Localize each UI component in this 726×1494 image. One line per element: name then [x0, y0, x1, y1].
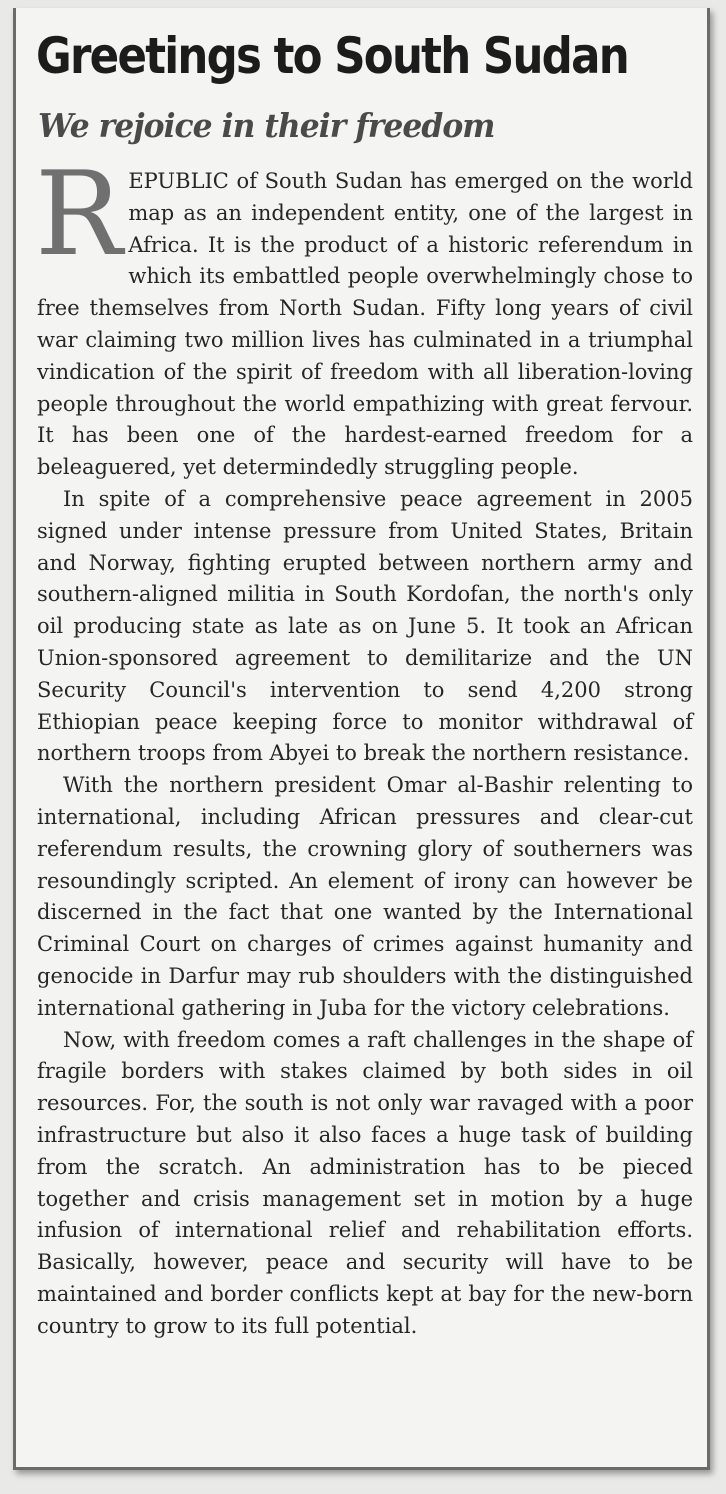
paragraph-4: Now, with freedom comes a raft challenges in the shape of fragile borders with stakes claimed by both sides in oil resources. For, the south is not only war ravaged with a poor infrastructure but also it also faces a huge task of building from the scratch. An administration has to be pieced together and crisis management set in motion by a huge infusion of international relief and rehabilitation efforts. Basically, however, peace and security will have to be maintained and border conflicts kept at bay for the new-born country to grow to its full potential.: [37, 1027, 693, 1338]
headline: Greetings to South Sudan: [36, 27, 628, 85]
paragraph-2: In spite of a comprehensive peace agreement in 2005 signed under intense pressure from United States, Britain and Norway, fighting erupted between northern army and southern-aligned militia in South Kordofan, the north's only oil producing state as late as on June 5. It took an African Union-sponsored agreement to demilitarize and the UN Security Council's intervention to send 4,200 strong Ethiopian peace keeping force to monitor withdrawal of northern troops from Abyei to break the northern resistance.: [37, 486, 693, 766]
paragraph-1-text: EPUBLIC of South Sudan has emerged on the world map as an independent entity, one of the largest in Africa. It is the product of a historic referendum in which its embattled people overwhelmingly chose to free themselves from North Sudan. Fifty long years of civil war claiming two million lives has culminated in a triumphal vindication of the spirit of freedom with all liberation-loving people throughout the world empathizing with great fervour. It has been one of the hardest-earned freedom for a beleaguered, yet determindedly struggling people.: [37, 169, 693, 480]
newspaper-clipping: [13, 8, 710, 1470]
drop-cap: R: [35, 147, 123, 282]
paragraph-3: With the northern president Omar al-Bashir relenting to international, including African pressures and clear-cut referendum results, the crowning glory of southerners was resoundingly scripted. An element of irony can however be discerned in the fact that one wanted by the International Criminal Court on charges of crimes against humanity and genocide in Darfur may rub shoulders with the distinguished international gathering in Juba for the victory celebrations.: [37, 773, 693, 1020]
article-body: [35, 147, 693, 1342]
subheadline: We rejoice in their freedom: [38, 106, 495, 145]
paragraph-1: [35, 147, 693, 484]
